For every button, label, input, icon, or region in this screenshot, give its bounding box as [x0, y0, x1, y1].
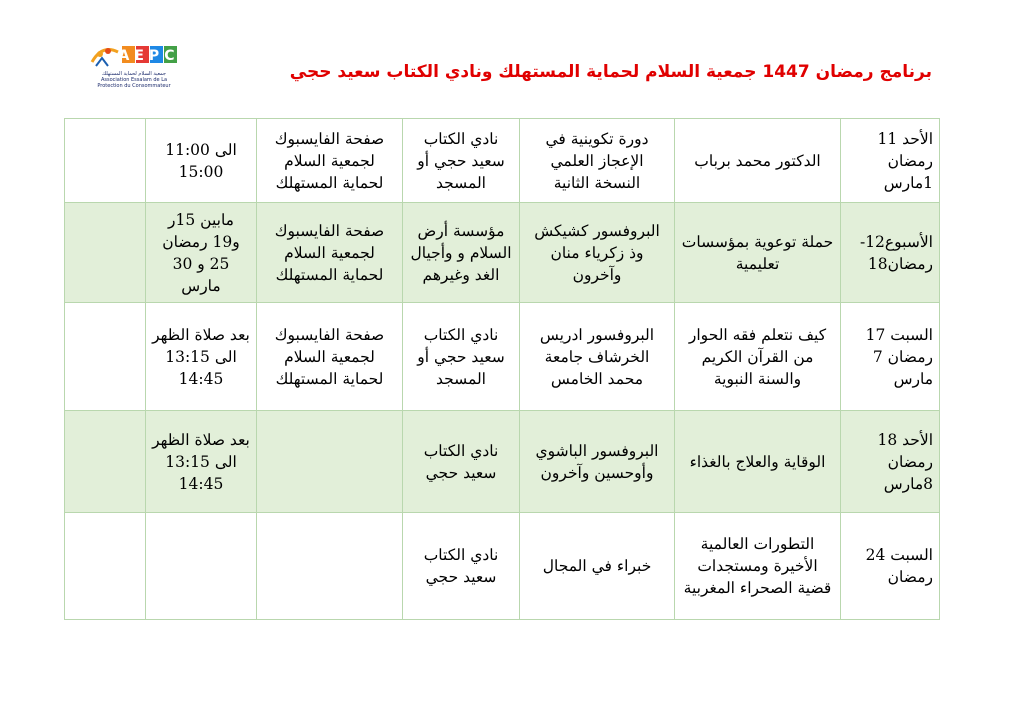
topic-cell: الوقاية والعلاج بالغذاء — [675, 411, 841, 513]
svg-text:AEPC: AEPC — [118, 48, 180, 64]
logo-caption — [88, 71, 180, 89]
time-cell — [146, 513, 257, 620]
platform-cell — [257, 513, 403, 620]
platform-cell: صفحة الفايسبوك لجمعية السلام لحماية المستهلك — [257, 303, 403, 411]
logo-caption-fr: Association Essalam de La Protection du Consommateur — [97, 77, 171, 89]
time-cell: بعد صلاة الظهر الى 13:15 14:45 — [146, 303, 257, 411]
page-title: برنامج رمضان 1447 جمعية السلام لحماية المستهلك ونادي الكتاب سعيد حجي — [289, 62, 932, 82]
platform-cell: صفحة الفايسبوك لجمعية السلام لحماية المستهلك — [257, 203, 403, 303]
venue-cell: مؤسسة أرض السلام و وأجيال الغد وغيرهم — [403, 203, 520, 303]
program-table — [64, 118, 940, 620]
date-cell: الأحد 18 رمضان 8مارس — [841, 411, 940, 513]
date-cell: الأحد 11 رمضان 1مارس — [841, 119, 940, 203]
topic-cell: كيف نتعلم فقه الحوار من القرآن الكريم والسنة النبوية — [675, 303, 841, 411]
empty-cell — [65, 411, 146, 513]
platform-cell — [257, 411, 403, 513]
speaker-cell: البروفسور كشيكش وذ زكرياء منان وآخرون — [520, 203, 675, 303]
time-cell: الى 11:00 15:00 — [146, 119, 257, 203]
venue-cell: نادي الكتاب سعيد حجي — [403, 411, 520, 513]
time-cell: مابين 15ر و19 رمضان 25 و 30 مارس — [146, 203, 257, 303]
table-row — [65, 513, 940, 620]
time-cell: بعد صلاة الظهر الى 13:15 14:45 — [146, 411, 257, 513]
empty-cell — [65, 119, 146, 203]
topic-cell: التطورات العالمية الأخيرة ومستجدات قضية الصحراء المغربية — [675, 513, 841, 620]
date-cell: السبت 17 رمضان 7 مارس — [841, 303, 940, 411]
logo — [88, 40, 180, 89]
logo-graphic — [88, 40, 180, 72]
table-row — [65, 411, 940, 513]
speaker-cell: خبراء في المجال — [520, 513, 675, 620]
venue-cell: نادي الكتاب سعيد حجي أو المسجد — [403, 303, 520, 411]
empty-cell — [65, 513, 146, 620]
date-cell: الأسبوع12- رمضان18 — [841, 203, 940, 303]
empty-cell — [65, 203, 146, 303]
table-row — [65, 203, 940, 303]
platform-cell: صفحة الفايسبوك لجمعية السلام لحماية المستهلك — [257, 119, 403, 203]
topic-cell: حملة توعوية بمؤسسات تعليمية — [675, 203, 841, 303]
empty-cell — [65, 303, 146, 411]
logo-caption-ar: جمعية السلام لحماية المستهلك — [102, 71, 166, 77]
table-row — [65, 303, 940, 411]
table-row — [65, 119, 940, 203]
topic-cell: الدكتور محمد برباب — [675, 119, 841, 203]
date-cell: السبت 24 رمضان — [841, 513, 940, 620]
speaker-cell: دورة تكوينية في الإعجاز العلمي النسخة الثانية — [520, 119, 675, 203]
venue-cell: نادي الكتاب سعيد حجي — [403, 513, 520, 620]
speaker-cell: البروفسور ادريس الخرشاف جامعة محمد الخامس — [520, 303, 675, 411]
speaker-cell: البروفسور الباشوي وأوحسين وآخرون — [520, 411, 675, 513]
venue-cell: نادي الكتاب سعيد حجي أو المسجد — [403, 119, 520, 203]
